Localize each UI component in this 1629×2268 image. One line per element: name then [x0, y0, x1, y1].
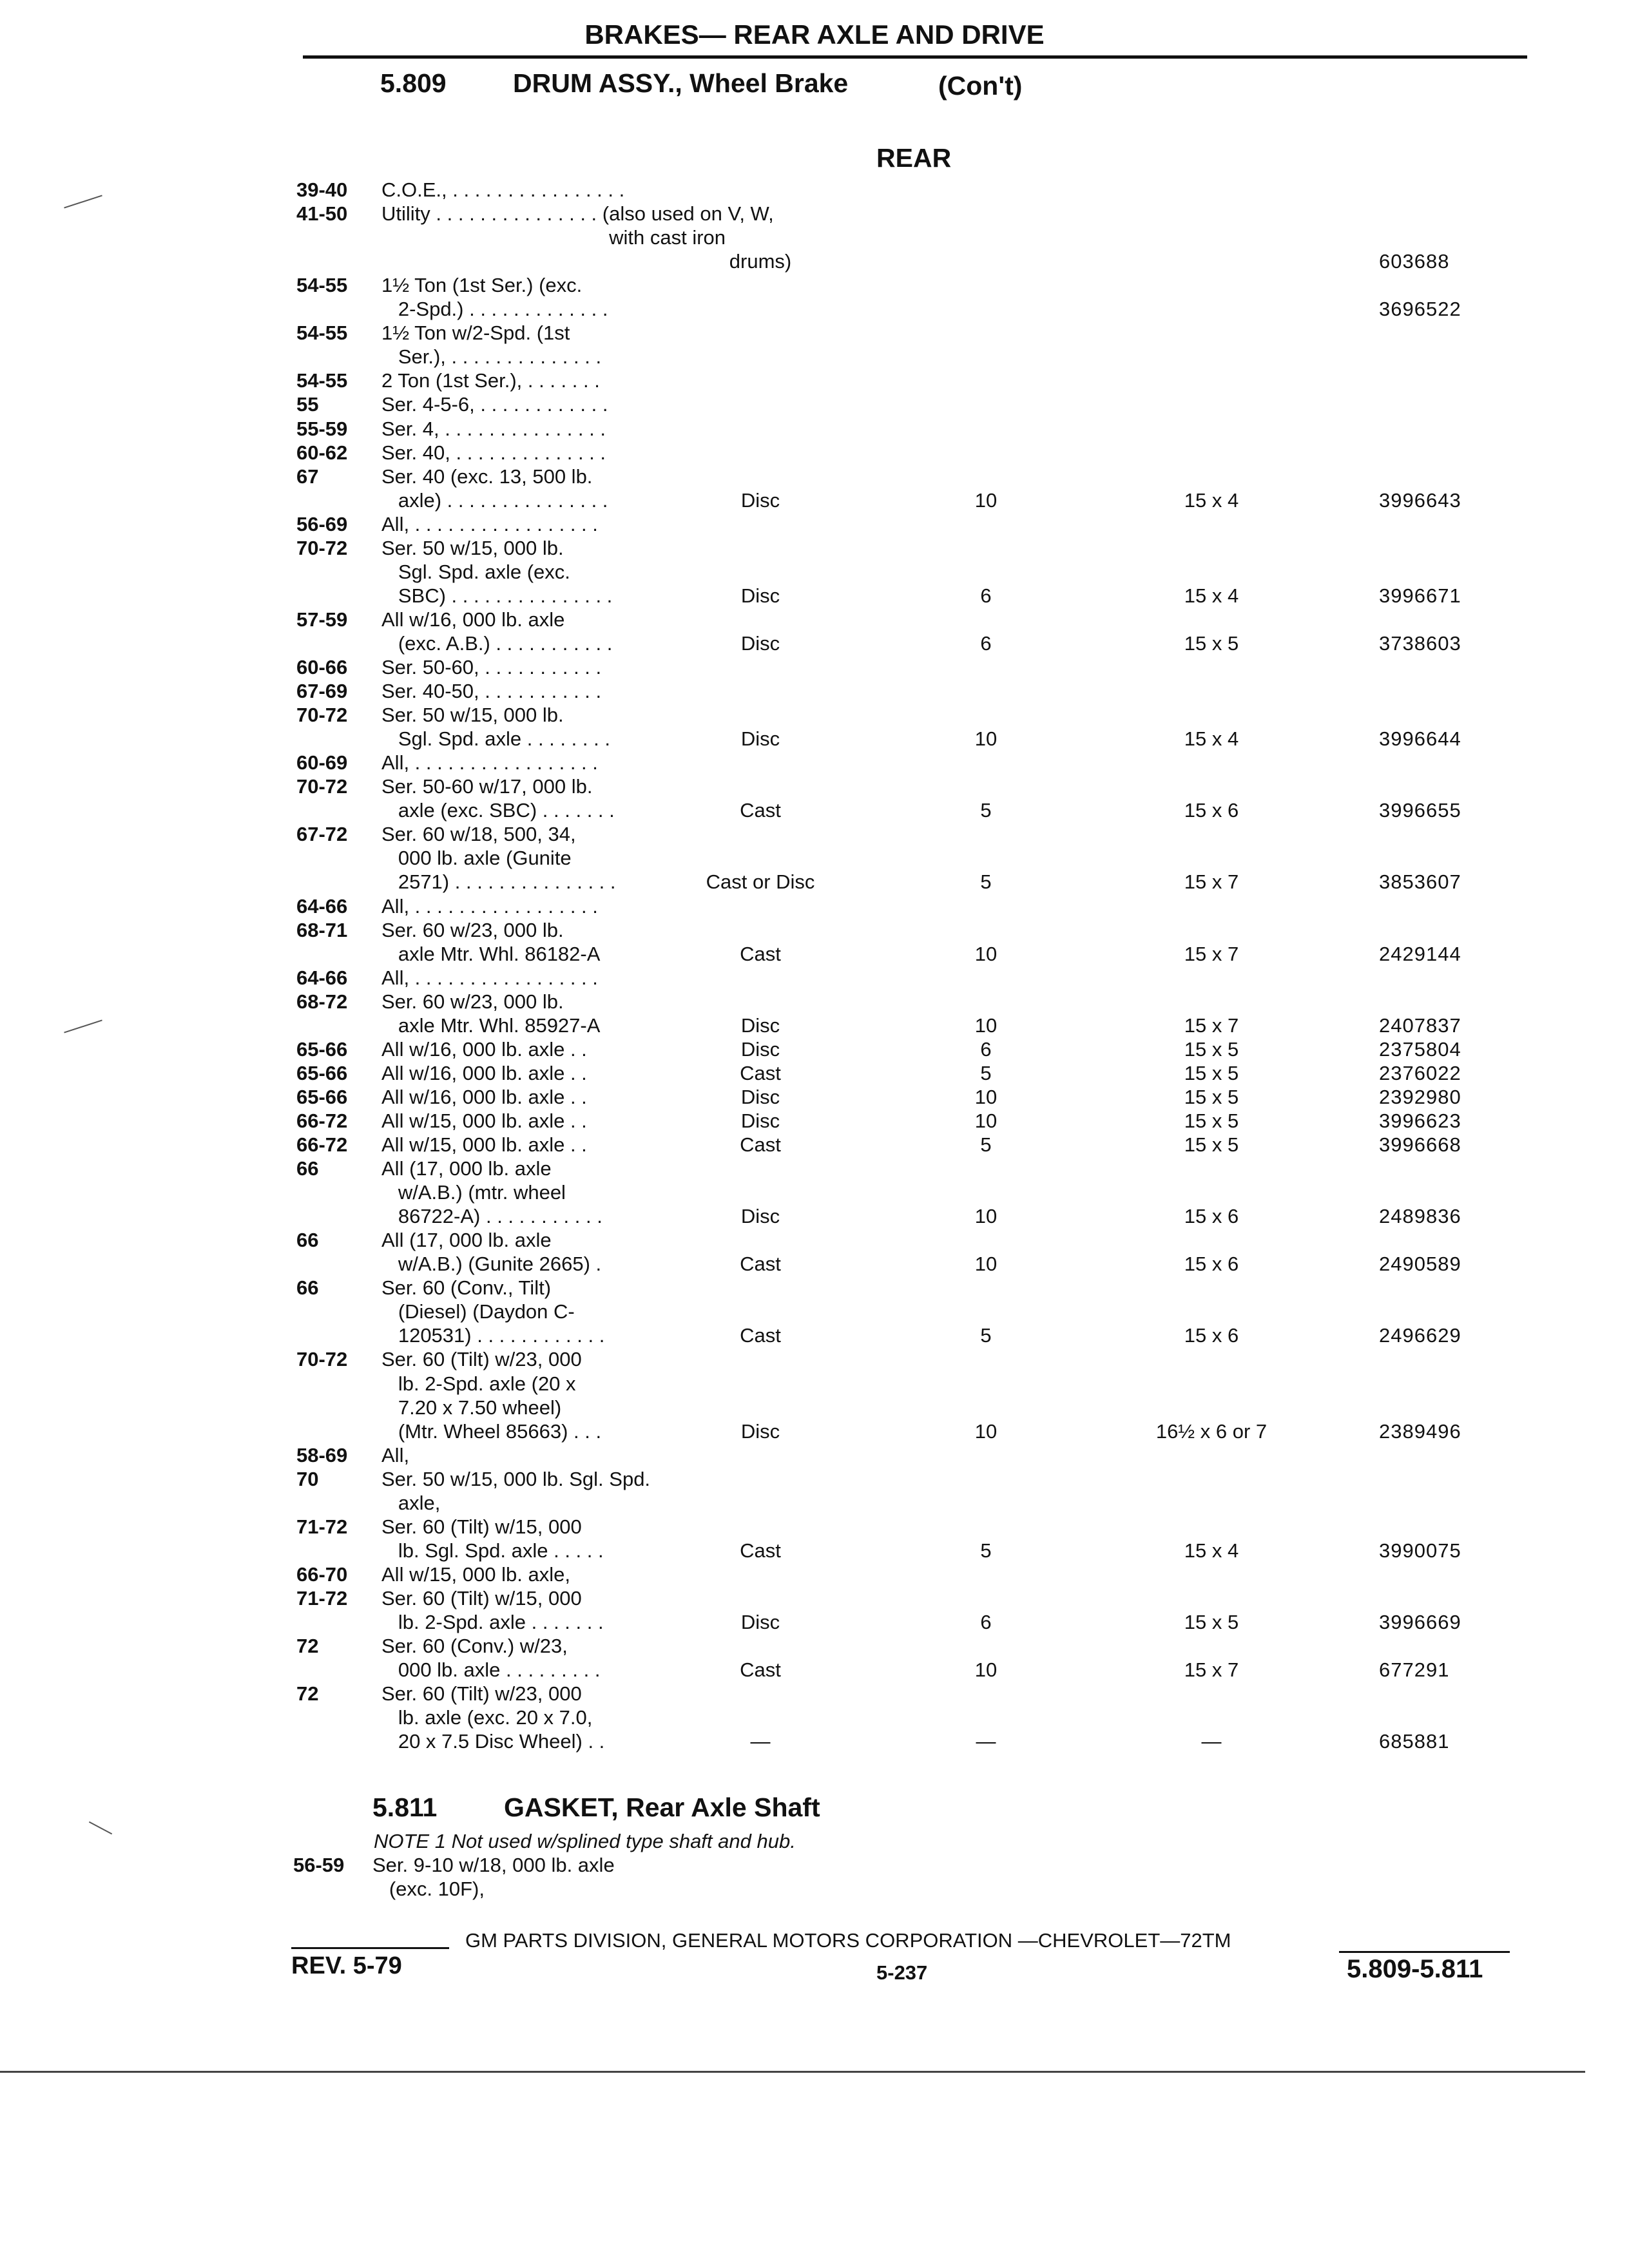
footer-section-range: 5.809-5.811 [1347, 1955, 1483, 1983]
row-year: 58-69 [296, 1444, 348, 1466]
row-drum-size: 15 x 4 [1184, 727, 1239, 750]
row-year: 66 [296, 1157, 319, 1180]
row-description: Sgl. Spd. axle (exc. [381, 561, 570, 583]
row-year: 66-72 [296, 1110, 348, 1132]
footer-rule-right [1339, 1951, 1510, 1953]
row-description: 000 lb. axle (Gunite [381, 847, 572, 869]
row-part-number: 2429144 [1379, 943, 1461, 965]
row-description: (Diesel) (Daydon C- [381, 1300, 575, 1323]
row-year: 57-59 [296, 608, 348, 631]
row-year: 70-72 [296, 537, 348, 559]
row-description: with cast iron [381, 226, 726, 249]
row-year: 55 [296, 393, 319, 416]
row-description: All (17, 000 lb. axle [381, 1229, 552, 1251]
row-description: Ser.), . . . . . . . . . . . . . . [381, 345, 602, 368]
row-drum-size: 15 x 4 [1184, 489, 1239, 512]
row-year: 72 [296, 1635, 319, 1657]
row-description: Ser. 50 w/15, 000 lb. Sgl. Spd. [381, 1468, 651, 1490]
row-description: All w/16, 000 lb. axle . . [381, 1062, 587, 1084]
row-description: All w/15, 000 lb. axle, [381, 1563, 570, 1586]
row-description: Ser. 9-10 w/18, 000 lb. axle [372, 1854, 615, 1876]
row-description: All w/16, 000 lb. axle [381, 608, 565, 631]
row-part-number: 2376022 [1379, 1062, 1461, 1084]
row-part-number: 3996643 [1379, 489, 1461, 512]
row-description: Ser. 60 (Conv.) w/23, [381, 1635, 568, 1657]
row-stud-count: — [976, 1730, 996, 1753]
row-description: 7.20 x 7.50 wheel) [381, 1396, 562, 1419]
row-description: w/A.B.) (mtr. wheel [381, 1181, 566, 1204]
row-part-number: 603688 [1379, 250, 1450, 273]
row-part-number: 677291 [1379, 1658, 1450, 1681]
section-note: NOTE 1 Not used w/splined type shaft and hub. [374, 1830, 796, 1852]
row-description: Sgl. Spd. axle . . . . . . . . [381, 727, 610, 750]
row-drum-size: 15 x 7 [1184, 1658, 1239, 1681]
row-description: (Mtr. Wheel 85663) . . . [381, 1420, 602, 1443]
row-description: Ser. 60 (Tilt) w/15, 000 [381, 1515, 582, 1538]
footer-corporation: GM PARTS DIVISION, GENERAL MOTORS CORPORATION —CHEVROLET—72TM [465, 1929, 1231, 1952]
row-drum-type: Disc [740, 1038, 780, 1061]
row-part-number: 685881 [1379, 1730, 1450, 1753]
row-stud-count: 5 [980, 870, 992, 893]
row-drum-type: Disc [740, 1014, 780, 1037]
row-description: All w/16, 000 lb. axle . . [381, 1086, 587, 1108]
row-drum-type: Disc [740, 1086, 780, 1108]
row-part-number: 3996671 [1379, 584, 1461, 607]
row-description: All w/15, 000 lb. axle . . [381, 1110, 587, 1132]
row-part-number: 3996623 [1379, 1110, 1461, 1132]
row-description: Ser. 50-60, . . . . . . . . . . . [381, 656, 602, 678]
row-year: 60-69 [296, 751, 348, 774]
row-drum-size: 16½ x 6 or 7 [1155, 1420, 1268, 1443]
row-drum-size: 15 x 4 [1184, 584, 1239, 607]
row-drum-size: 15 x 5 [1184, 1611, 1239, 1633]
row-part-number: 2407837 [1379, 1014, 1461, 1037]
row-stud-count: 10 [974, 727, 998, 750]
row-stud-count: 10 [974, 1253, 998, 1275]
row-year: 68-72 [296, 990, 348, 1013]
row-description: Ser. 50-60 w/17, 000 lb. [381, 775, 593, 798]
row-stud-count: 5 [980, 1539, 992, 1562]
scan-mark [64, 1019, 102, 1033]
page-header-title: BRAKES— REAR AXLE AND DRIVE [584, 19, 1045, 50]
row-description: All (17, 000 lb. axle [381, 1157, 552, 1180]
row-stud-count: 5 [980, 1062, 992, 1084]
row-year: 65-66 [296, 1062, 348, 1084]
row-part-number: 2375804 [1379, 1038, 1461, 1061]
row-drum-type: Disc [740, 1110, 780, 1132]
row-description: Ser. 60 w/23, 000 lb. [381, 990, 564, 1013]
scan-mark [89, 1821, 112, 1835]
row-drum-size: 15 x 6 [1184, 799, 1239, 822]
row-description: All, . . . . . . . . . . . . . . . . . [381, 895, 598, 918]
row-description: Ser. 4, . . . . . . . . . . . . . . . [381, 418, 606, 440]
footer-rule-left [291, 1947, 449, 1949]
row-year: 66-70 [296, 1563, 348, 1586]
row-drum-type: Disc [740, 489, 780, 512]
row-drum-size: 15 x 5 [1184, 632, 1239, 655]
row-description: (exc. 10F), [372, 1878, 485, 1900]
row-description: All w/15, 000 lb. axle . . [381, 1133, 587, 1156]
row-description: axle Mtr. Whl. 86182-A [381, 943, 601, 965]
row-year: 56-69 [296, 513, 348, 535]
row-stud-count: 10 [974, 1420, 998, 1443]
row-drum-size: 15 x 5 [1184, 1133, 1239, 1156]
row-drum-size: 15 x 5 [1184, 1062, 1239, 1084]
row-year: 66 [296, 1229, 319, 1251]
row-stud-count: 10 [974, 1014, 998, 1037]
section-continued: (Con't) [938, 71, 1023, 101]
row-stud-count: 10 [974, 1658, 998, 1681]
row-year: 70-72 [296, 1348, 348, 1370]
row-drum-size: 15 x 5 [1184, 1110, 1239, 1132]
row-year: 65-66 [296, 1086, 348, 1108]
row-year: 70-72 [296, 704, 348, 726]
row-year: 41-50 [296, 202, 348, 225]
row-year: 71-72 [296, 1515, 348, 1538]
row-part-number: 3738603 [1379, 632, 1461, 655]
row-part-number: 2496629 [1379, 1324, 1461, 1347]
row-year: 67 [296, 465, 319, 488]
row-drum-type: Cast [740, 1658, 781, 1681]
scan-bottom-line [0, 2071, 1585, 2073]
row-part-number: 3696522 [1379, 298, 1461, 320]
row-year: 72 [296, 1682, 319, 1705]
row-part-number: 3996655 [1379, 799, 1461, 822]
row-stud-count: 6 [980, 632, 992, 655]
row-drum-type: Disc [740, 1205, 780, 1227]
row-description: 000 lb. axle . . . . . . . . . [381, 1658, 601, 1681]
row-description: Ser. 40 (exc. 13, 500 lb. [381, 465, 593, 488]
row-description: Ser. 60 w/23, 000 lb. [381, 919, 564, 941]
row-description: Ser. 40-50, . . . . . . . . . . . [381, 680, 602, 702]
row-year: 67-72 [296, 823, 348, 845]
section-number-5811: 5.811 [372, 1792, 438, 1822]
row-part-number: 3853607 [1379, 870, 1461, 893]
footer-page-number: 5-237 [876, 1961, 928, 1984]
row-description: Ser. 40, . . . . . . . . . . . . . . [381, 441, 606, 464]
row-stud-count: 10 [974, 1205, 998, 1227]
row-part-number: 2392980 [1379, 1086, 1461, 1108]
row-description: All, . . . . . . . . . . . . . . . . . [381, 513, 598, 535]
row-drum-size: 15 x 6 [1184, 1253, 1239, 1275]
row-description: lb. 2-Spd. axle (20 x [381, 1372, 576, 1395]
row-year: 65-66 [296, 1038, 348, 1061]
row-drum-type: Cast [740, 799, 781, 822]
row-description: axle) . . . . . . . . . . . . . . . [381, 489, 608, 512]
row-description: 1½ Ton (1st Ser.) (exc. [381, 274, 583, 296]
row-year: 60-66 [296, 656, 348, 678]
row-stud-count: 6 [980, 584, 992, 607]
row-description: axle Mtr. Whl. 85927-A [381, 1014, 601, 1037]
row-part-number: 3996644 [1379, 727, 1461, 750]
row-drum-type: Disc [740, 584, 780, 607]
row-year: 54-55 [296, 274, 348, 296]
row-year: 68-71 [296, 919, 348, 941]
row-stud-count: 10 [974, 489, 998, 512]
footer-revision: REV. 5-79 [291, 1952, 402, 1979]
row-drum-type: drums) [729, 250, 792, 273]
row-description: Ser. 50 w/15, 000 lb. [381, 537, 564, 559]
row-year: 66 [296, 1276, 319, 1299]
row-description: Ser. 60 (Tilt) w/23, 000 [381, 1682, 582, 1705]
row-drum-type: Cast [740, 1253, 781, 1275]
row-description: 120531) . . . . . . . . . . . . [381, 1324, 605, 1347]
row-stud-count: 5 [980, 1324, 992, 1347]
row-stud-count: 5 [980, 799, 992, 822]
row-description: All, [381, 1444, 410, 1466]
row-drum-type: Cast [740, 1062, 781, 1084]
row-drum-type: Cast [740, 943, 781, 965]
row-description: 2-Spd.) . . . . . . . . . . . . . [381, 298, 608, 320]
row-description: All w/16, 000 lb. axle . . [381, 1038, 587, 1061]
row-drum-type: Disc [740, 632, 780, 655]
scan-mark [64, 195, 102, 208]
row-part-number: 3996668 [1379, 1133, 1461, 1156]
row-drum-size: 15 x 6 [1184, 1205, 1239, 1227]
row-part-number: 2389496 [1379, 1420, 1461, 1443]
row-description: (exc. A.B.) . . . . . . . . . . . [381, 632, 613, 655]
row-description: Ser. 50 w/15, 000 lb. [381, 704, 564, 726]
row-part-number: 3990075 [1379, 1539, 1461, 1562]
row-description: C.O.E., . . . . . . . . . . . . . . . . [381, 178, 625, 201]
row-drum-size: 15 x 6 [1184, 1324, 1239, 1347]
row-drum-size: 15 x 7 [1184, 870, 1239, 893]
row-description: 20 x 7.5 Disc Wheel) . . [381, 1730, 605, 1753]
row-description: Ser. 60 (Tilt) w/15, 000 [381, 1587, 582, 1610]
row-year: 70 [296, 1468, 319, 1490]
row-description: axle, [381, 1492, 441, 1514]
row-stud-count: 6 [980, 1611, 992, 1633]
row-description: Ser. 60 (Conv., Tilt) [381, 1276, 552, 1299]
row-description: axle (exc. SBC) . . . . . . . [381, 799, 615, 822]
row-description: Utility . . . . . . . . . . . . . . . (also used on V, W, [381, 202, 774, 225]
row-drum-size: 15 x 4 [1184, 1539, 1239, 1562]
row-drum-type: Disc [740, 1420, 780, 1443]
row-drum-size: 15 x 5 [1184, 1086, 1239, 1108]
row-description: lb. Sgl. Spd. axle . . . . . [381, 1539, 604, 1562]
row-drum-type: Disc [740, 1611, 780, 1633]
row-drum-size: 15 x 7 [1184, 1014, 1239, 1037]
row-part-number: 3996669 [1379, 1611, 1461, 1633]
row-drum-size: 15 x 5 [1184, 1038, 1239, 1061]
section-title: DRUM ASSY., Wheel Brake [513, 68, 849, 98]
section-title-5811: GASKET, Rear Axle Shaft [504, 1792, 820, 1822]
row-part-number: 2489836 [1379, 1205, 1461, 1227]
row-year: 55-59 [296, 418, 348, 440]
row-drum-size: 15 x 7 [1184, 943, 1239, 965]
row-year: 56-59 [293, 1854, 345, 1876]
row-year: 66-72 [296, 1133, 348, 1156]
row-drum-type: Cast or Disc [706, 870, 815, 893]
row-description: SBC) . . . . . . . . . . . . . . . [381, 584, 613, 607]
row-stud-count: 10 [974, 943, 998, 965]
row-drum-type: Cast [740, 1133, 781, 1156]
row-description: Ser. 60 (Tilt) w/23, 000 [381, 1348, 582, 1370]
row-drum-type: Cast [740, 1539, 781, 1562]
row-description: 2 Ton (1st Ser.), . . . . . . . [381, 369, 600, 392]
row-description: All, . . . . . . . . . . . . . . . . . [381, 751, 598, 774]
row-drum-size: — [1201, 1730, 1222, 1753]
row-year: 67-69 [296, 680, 348, 702]
row-year: 64-66 [296, 895, 348, 918]
row-description: 2571) . . . . . . . . . . . . . . . [381, 870, 616, 893]
row-drum-type: — [750, 1730, 771, 1753]
row-description: 86722-A) . . . . . . . . . . . [381, 1205, 602, 1227]
row-year: 71-72 [296, 1587, 348, 1610]
row-stud-count: 10 [974, 1110, 998, 1132]
row-year: 39-40 [296, 178, 348, 201]
row-description: lb. 2-Spd. axle . . . . . . . [381, 1611, 604, 1633]
row-stud-count: 5 [980, 1133, 992, 1156]
row-description: 1½ Ton w/2-Spd. (1st [381, 322, 570, 344]
row-year: 70-72 [296, 775, 348, 798]
row-description: Ser. 60 w/18, 500, 34, [381, 823, 576, 845]
row-stud-count: 6 [980, 1038, 992, 1061]
row-description: All, . . . . . . . . . . . . . . . . . [381, 966, 598, 989]
subheading-rear: REAR [876, 143, 952, 173]
row-year: 60-62 [296, 441, 348, 464]
row-description: lb. axle (exc. 20 x 7.0, [381, 1706, 593, 1729]
row-drum-type: Cast [740, 1324, 781, 1347]
row-drum-type: Disc [740, 727, 780, 750]
row-description: Ser. 4-5-6, . . . . . . . . . . . . [381, 393, 608, 416]
row-stud-count: 10 [974, 1086, 998, 1108]
header-rule [303, 55, 1527, 59]
row-year: 64-66 [296, 966, 348, 989]
section-number: 5.809 [380, 68, 447, 98]
row-description: w/A.B.) (Gunite 2665) . [381, 1253, 602, 1275]
row-year: 54-55 [296, 369, 348, 392]
row-part-number: 2490589 [1379, 1253, 1461, 1275]
row-year: 54-55 [296, 322, 348, 344]
